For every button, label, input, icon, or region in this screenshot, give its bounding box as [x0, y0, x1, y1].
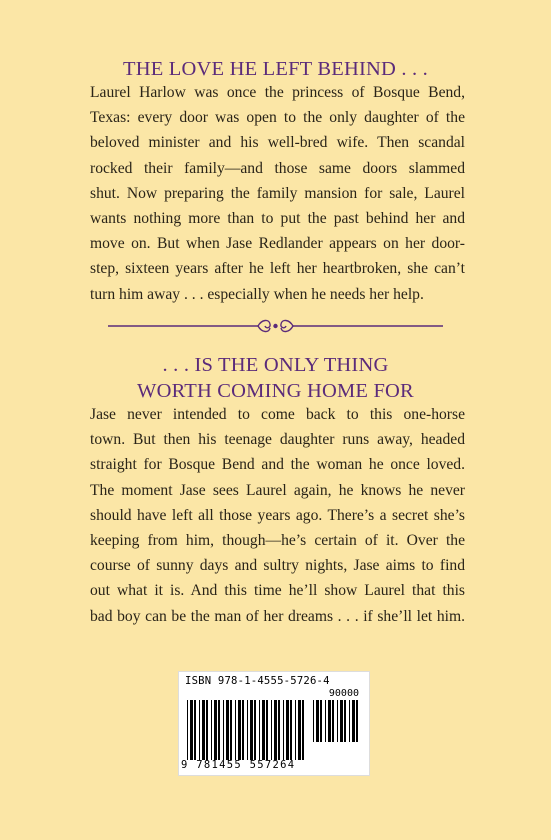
- barcode-bar: [283, 700, 284, 760]
- barcode-bar: [223, 700, 224, 760]
- barcode-bar: [235, 700, 236, 760]
- section1-line: Texas: every door was open to the only daughter of the: [90, 109, 465, 127]
- section2-heading-line2: WORTH COMING HOME FOR: [137, 380, 414, 402]
- scroll-flourish-icon: [108, 316, 443, 336]
- barcode-bar: [278, 700, 280, 760]
- barcode-bar: [320, 700, 322, 742]
- barcode-bar: [332, 700, 334, 742]
- section2-line: The moment Jase sees Laurel again, he knows he never: [90, 481, 465, 499]
- section2-line: should have left all those years ago. There’s a secret she’s: [90, 506, 465, 524]
- barcode-bar: [274, 700, 277, 760]
- barcode-bars: [187, 700, 307, 760]
- barcode-bar: [337, 700, 338, 742]
- section1-heading: THE LOVE HE LEFT BEHIND . . .: [123, 58, 428, 80]
- barcode-bar: [206, 700, 208, 760]
- barcode-bar: [199, 700, 200, 760]
- section1-line: turn him away . . . especially when he needs her help.: [90, 285, 424, 303]
- barcode-bar: [325, 700, 326, 742]
- barcode-bar: [271, 700, 272, 760]
- section1-line: beloved minister and his well-bred wife. Then scandal: [90, 134, 465, 152]
- section2-line: straight for Bosque Bend and the woman he once loved.: [90, 456, 465, 474]
- barcode-bar: [266, 700, 268, 760]
- barcode-bar: [316, 700, 319, 742]
- barcode-bar: [250, 700, 253, 760]
- section2-line: bad boy can be the man of her dreams . . . if she’ll let him.: [90, 607, 465, 625]
- barcode-bar: [238, 700, 241, 760]
- section2-heading-line1: . . . IS THE ONLY THING: [162, 354, 389, 376]
- barcode-bar: [247, 700, 248, 760]
- barcode-bar: [302, 700, 304, 760]
- barcode-bar: [349, 700, 350, 742]
- addon-barcode-bars: [313, 700, 361, 742]
- section2-line: course of sunny days and sultry nights, Jase aims to find: [90, 557, 465, 575]
- isbn-label: ISBN 978-1-4555-5726-4: [185, 675, 330, 687]
- barcode-bar: [254, 700, 256, 760]
- section1-line: rocked their family—and those same doors slammed: [90, 159, 465, 177]
- barcode-bar: [352, 700, 355, 742]
- barcode-bar: [226, 700, 229, 760]
- barcode-bar: [187, 700, 188, 760]
- barcode-bar: [194, 700, 196, 760]
- barcode-bar: [214, 700, 217, 760]
- isbn-barcode: [178, 671, 370, 776]
- section2-line: out what it is. And this time he’ll show Laurel that this: [90, 582, 465, 600]
- barcode-bar: [259, 700, 260, 760]
- barcode-bar: [344, 700, 346, 742]
- barcode-bar: [298, 700, 301, 760]
- section1-line: wants nothing more than to put the past behind her and: [90, 210, 465, 228]
- barcode-bar: [230, 700, 232, 760]
- barcode-bar: [202, 700, 205, 760]
- section1-paragraph: [90, 80, 465, 307]
- section1-line: move on. But when Jase Redlander appears on her door-: [90, 235, 465, 253]
- barcode-bar: [290, 700, 292, 760]
- section2-line: Jase never intended to come back to this one-horse: [90, 406, 465, 423]
- barcode-bar: [313, 700, 314, 742]
- barcode-bar: [340, 700, 343, 742]
- barcode-bar: [356, 700, 358, 742]
- ean-digits: 9 781455 557264: [181, 759, 296, 771]
- section1-line: step, sixteen years after he left her heartbroken, she can’t: [90, 260, 465, 278]
- section1-line: shut. Now preparing the family mansion for sale, Laurel: [90, 184, 465, 202]
- barcode-bar: [295, 700, 296, 760]
- price-code: 90000: [328, 688, 359, 699]
- section2-paragraph: [90, 402, 465, 629]
- barcode-bar: [286, 700, 289, 760]
- section1-line: Laurel Harlow was once the princess of Bosque Bend,: [90, 84, 465, 101]
- barcode-bar: [218, 700, 220, 760]
- barcode-bar: [328, 700, 331, 742]
- section2-line: town. But then his teenage daughter runs away, headed: [90, 431, 465, 449]
- barcode-bar: [262, 700, 265, 760]
- barcode-bar: [190, 700, 193, 760]
- barcode-bar: [211, 700, 212, 760]
- barcode-bar: [242, 700, 244, 760]
- section2-line: keeping from him, though—he’s certain of it. Over the: [90, 532, 465, 550]
